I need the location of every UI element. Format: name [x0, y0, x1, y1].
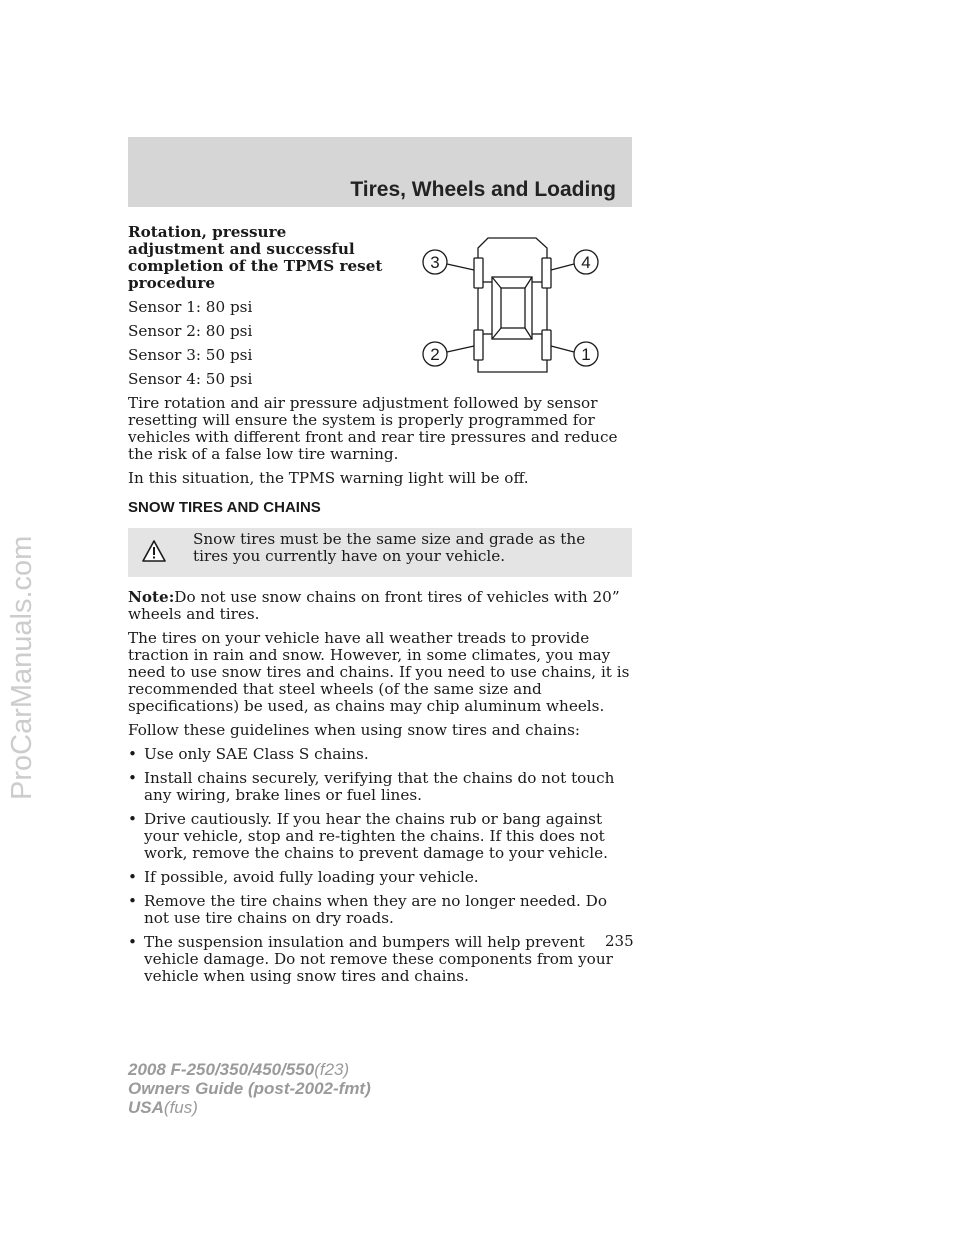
sensor-4-pressure: Sensor 4: 50 psi — [128, 370, 253, 388]
footer-guide: Owners Guide (post-2002-fmt) — [128, 1079, 371, 1098]
note-text: Do not use snow chains on front tires of vehicles with 20” wheels and tires. — [128, 588, 620, 623]
page-content — [128, 224, 632, 992]
watermark: ProCarManuals.com — [6, 535, 38, 800]
list-item: • If possible, avoid fully loading your vehicle. — [128, 869, 632, 886]
tire-label-1: 1 — [581, 345, 591, 364]
footer-region: USA — [128, 1098, 164, 1117]
sensor-3-pressure: Sensor 3: 50 psi — [128, 346, 253, 364]
guidelines-list — [128, 746, 632, 985]
note-label: Note: — [128, 588, 175, 606]
tire-label-4: 4 — [581, 253, 591, 272]
list-item: • The suspension insulation and bumpers will help prevent vehicle damage. Do not remove these components from your vehicle when using snow tires and chains. — [128, 934, 632, 985]
section-title: Tires, Wheels and Loading — [350, 178, 616, 201]
snow-section-heading: SNOW TIRES AND CHAINS — [128, 499, 321, 516]
footer — [128, 1060, 371, 1117]
page-number: 235 — [605, 932, 634, 950]
situation-text: In this situation, the TPMS warning light will be off. — [128, 469, 529, 487]
list-item: • Use only SAE Class S chains. — [128, 746, 632, 763]
sensor-1-pressure: Sensor 1: 80 psi — [128, 298, 253, 316]
sensor-2-pressure: Sensor 2: 80 psi — [128, 322, 253, 340]
section-header-bar — [128, 137, 632, 207]
guidelines-intro: Follow these guidelines when using snow tires and chains: — [128, 721, 580, 739]
footer-region-code: (fus) — [163, 1098, 198, 1117]
rotation-paragraph: Tire rotation and air pressure adjustment followed by sensor resetting will ensure the system is properly programmed for vehicles with different front and rear tire pressures and reduce the risk of a false low tire warning. — [128, 394, 618, 463]
footer-model-code: (f23) — [314, 1060, 350, 1079]
list-item: • Remove the tire chains when they are no longer needed. Do not use tire chains on dry roads. — [128, 893, 632, 927]
list-item: • Drive cautiously. If you hear the chains rub or bang against your vehicle, stop and re-tighten the chains. If this does not work, remove the chains to prevent damage to your vehicle. — [128, 811, 632, 862]
footer-model: 2008 F-250/350/450/550 — [128, 1060, 315, 1079]
list-item: • Install chains securely, verifying that the chains do not touch any wiring, brake lines or fuel lines. — [128, 770, 632, 804]
tire-label-2: 2 — [430, 345, 440, 364]
note-paragraph — [128, 589, 632, 623]
warning-triangle-icon — [142, 540, 166, 562]
tire-label-3: 3 — [430, 253, 440, 272]
tpms-intro — [128, 224, 386, 388]
warning-text: Snow tires must be the same size and grade as the tires you currently have on your vehicle. — [193, 530, 586, 565]
traction-paragraph: The tires on your vehicle have all weather treads to provide traction in rain and snow. However, in some climates, you may need to use snow tires and chains. If you need to use chains, it is recommended that steel wheels (of the same size and specifications) be used, as chains may chip aluminum wheels. — [128, 629, 630, 715]
procedure-heading: Rotation, pressure adjustment and successful completion of the TPMS reset procedure — [128, 223, 383, 292]
warning-box — [128, 528, 632, 577]
